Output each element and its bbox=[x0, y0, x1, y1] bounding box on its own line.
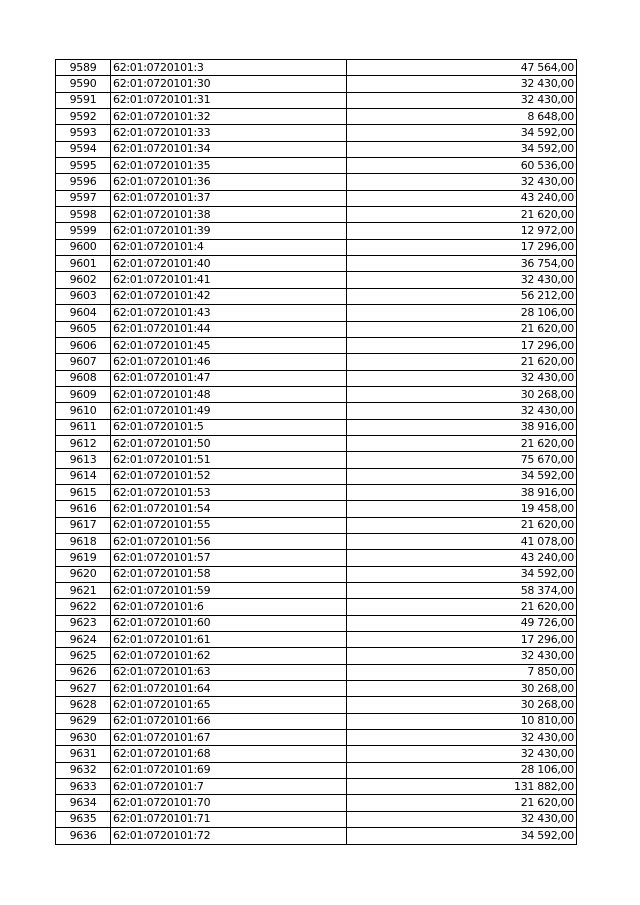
row-number-cell: 9620 bbox=[56, 566, 111, 582]
cadastral-value-cell: 34 592,00 bbox=[347, 468, 577, 484]
table-row bbox=[56, 713, 577, 729]
cadastral-number-cell: 62:01:0720101:38 bbox=[111, 207, 347, 223]
row-number-cell: 9591 bbox=[56, 92, 111, 108]
row-number-cell: 9621 bbox=[56, 583, 111, 599]
table-row bbox=[56, 207, 577, 223]
cadastral-value-cell: 32 430,00 bbox=[347, 174, 577, 190]
row-number-cell: 9625 bbox=[56, 648, 111, 664]
table-row bbox=[56, 632, 577, 648]
table-row bbox=[56, 109, 577, 125]
cadastral-number-cell: 62:01:0720101:39 bbox=[111, 223, 347, 239]
row-number-cell: 9592 bbox=[56, 109, 111, 125]
row-number-cell: 9622 bbox=[56, 599, 111, 615]
table-row bbox=[56, 272, 577, 288]
row-number-cell: 9601 bbox=[56, 256, 111, 272]
cadastral-value-cell: 17 296,00 bbox=[347, 239, 577, 255]
row-number-cell: 9612 bbox=[56, 435, 111, 451]
cadastral-value-cell: 32 430,00 bbox=[347, 370, 577, 386]
cadastral-value-cell: 7 850,00 bbox=[347, 664, 577, 680]
cadastral-value-cell: 34 592,00 bbox=[347, 125, 577, 141]
cadastral-value-cell: 28 106,00 bbox=[347, 762, 577, 778]
cadastral-value-cell: 36 754,00 bbox=[347, 256, 577, 272]
cadastral-number-cell: 62:01:0720101:55 bbox=[111, 517, 347, 533]
cadastral-value-cell: 38 916,00 bbox=[347, 419, 577, 435]
cadastral-value-cell: 43 240,00 bbox=[347, 190, 577, 206]
table-row bbox=[56, 828, 577, 844]
table-row bbox=[56, 354, 577, 370]
row-number-cell: 9589 bbox=[56, 60, 111, 76]
cadastral-value-cell: 32 430,00 bbox=[347, 730, 577, 746]
row-number-cell: 9636 bbox=[56, 828, 111, 844]
row-number-cell: 9613 bbox=[56, 452, 111, 468]
row-number-cell: 9607 bbox=[56, 354, 111, 370]
cadastral-value-cell: 32 430,00 bbox=[347, 403, 577, 419]
table-row bbox=[56, 452, 577, 468]
table-row bbox=[56, 158, 577, 174]
row-number-cell: 9600 bbox=[56, 239, 111, 255]
cadastral-number-cell: 62:01:0720101:30 bbox=[111, 76, 347, 92]
cadastral-number-cell: 62:01:0720101:49 bbox=[111, 403, 347, 419]
row-number-cell: 9633 bbox=[56, 779, 111, 795]
cadastral-number-cell: 62:01:0720101:7 bbox=[111, 779, 347, 795]
cadastral-number-cell: 62:01:0720101:57 bbox=[111, 550, 347, 566]
table-row bbox=[56, 386, 577, 402]
cadastral-number-cell: 62:01:0720101:51 bbox=[111, 452, 347, 468]
cadastral-value-table bbox=[55, 59, 577, 845]
cadastral-number-cell: 62:01:0720101:43 bbox=[111, 305, 347, 321]
cadastral-number-cell: 62:01:0720101:34 bbox=[111, 141, 347, 157]
cadastral-number-cell: 62:01:0720101:52 bbox=[111, 468, 347, 484]
row-number-cell: 9599 bbox=[56, 223, 111, 239]
row-number-cell: 9634 bbox=[56, 795, 111, 811]
row-number-cell: 9609 bbox=[56, 386, 111, 402]
cadastral-number-cell: 62:01:0720101:37 bbox=[111, 190, 347, 206]
cadastral-value-cell: 17 296,00 bbox=[347, 632, 577, 648]
table-row bbox=[56, 288, 577, 304]
cadastral-number-cell: 62:01:0720101:70 bbox=[111, 795, 347, 811]
cadastral-number-cell: 62:01:0720101:54 bbox=[111, 501, 347, 517]
cadastral-value-cell: 21 620,00 bbox=[347, 207, 577, 223]
cadastral-number-cell: 62:01:0720101:61 bbox=[111, 632, 347, 648]
row-number-cell: 9590 bbox=[56, 76, 111, 92]
cadastral-number-cell: 62:01:0720101:71 bbox=[111, 811, 347, 827]
table-row bbox=[56, 419, 577, 435]
row-number-cell: 9595 bbox=[56, 158, 111, 174]
table-row bbox=[56, 403, 577, 419]
cadastral-number-cell: 62:01:0720101:48 bbox=[111, 386, 347, 402]
table-row bbox=[56, 566, 577, 582]
cadastral-number-cell: 62:01:0720101:33 bbox=[111, 125, 347, 141]
cadastral-number-cell: 62:01:0720101:36 bbox=[111, 174, 347, 190]
cadastral-value-cell: 49 726,00 bbox=[347, 615, 577, 631]
table-row bbox=[56, 599, 577, 615]
table-row bbox=[56, 337, 577, 353]
table-row bbox=[56, 174, 577, 190]
cadastral-value-cell: 32 430,00 bbox=[347, 811, 577, 827]
table-row bbox=[56, 664, 577, 680]
table-row bbox=[56, 746, 577, 762]
row-number-cell: 9623 bbox=[56, 615, 111, 631]
cadastral-value-cell: 34 592,00 bbox=[347, 141, 577, 157]
cadastral-number-cell: 62:01:0720101:62 bbox=[111, 648, 347, 664]
cadastral-value-cell: 34 592,00 bbox=[347, 566, 577, 582]
row-number-cell: 9628 bbox=[56, 697, 111, 713]
table-row bbox=[56, 583, 577, 599]
row-number-cell: 9596 bbox=[56, 174, 111, 190]
cadastral-value-cell: 131 882,00 bbox=[347, 779, 577, 795]
table-row bbox=[56, 256, 577, 272]
row-number-cell: 9631 bbox=[56, 746, 111, 762]
table-row bbox=[56, 779, 577, 795]
cadastral-value-cell: 32 430,00 bbox=[347, 648, 577, 664]
cadastral-value-cell: 58 374,00 bbox=[347, 583, 577, 599]
table-row bbox=[56, 190, 577, 206]
table-row bbox=[56, 517, 577, 533]
cadastral-number-cell: 62:01:0720101:69 bbox=[111, 762, 347, 778]
row-number-cell: 9593 bbox=[56, 125, 111, 141]
cadastral-value-cell: 75 670,00 bbox=[347, 452, 577, 468]
cadastral-value-cell: 60 536,00 bbox=[347, 158, 577, 174]
cadastral-number-cell: 62:01:0720101:60 bbox=[111, 615, 347, 631]
row-number-cell: 9611 bbox=[56, 419, 111, 435]
row-number-cell: 9602 bbox=[56, 272, 111, 288]
cadastral-number-cell: 62:01:0720101:3 bbox=[111, 60, 347, 76]
row-number-cell: 9619 bbox=[56, 550, 111, 566]
table-row bbox=[56, 92, 577, 108]
cadastral-number-cell: 62:01:0720101:35 bbox=[111, 158, 347, 174]
cadastral-number-cell: 62:01:0720101:41 bbox=[111, 272, 347, 288]
cadastral-number-cell: 62:01:0720101:31 bbox=[111, 92, 347, 108]
row-number-cell: 9617 bbox=[56, 517, 111, 533]
row-number-cell: 9626 bbox=[56, 664, 111, 680]
row-number-cell: 9610 bbox=[56, 403, 111, 419]
cadastral-number-cell: 62:01:0720101:59 bbox=[111, 583, 347, 599]
row-number-cell: 9629 bbox=[56, 713, 111, 729]
row-number-cell: 9616 bbox=[56, 501, 111, 517]
table-row bbox=[56, 484, 577, 500]
cadastral-value-cell: 12 972,00 bbox=[347, 223, 577, 239]
cadastral-number-cell: 62:01:0720101:47 bbox=[111, 370, 347, 386]
table-row bbox=[56, 76, 577, 92]
cadastral-number-cell: 62:01:0720101:58 bbox=[111, 566, 347, 582]
cadastral-value-cell: 21 620,00 bbox=[347, 435, 577, 451]
cadastral-value-cell: 8 648,00 bbox=[347, 109, 577, 125]
row-number-cell: 9604 bbox=[56, 305, 111, 321]
cadastral-number-cell: 62:01:0720101:42 bbox=[111, 288, 347, 304]
table-row bbox=[56, 615, 577, 631]
row-number-cell: 9635 bbox=[56, 811, 111, 827]
table-row bbox=[56, 125, 577, 141]
cadastral-number-cell: 62:01:0720101:68 bbox=[111, 746, 347, 762]
row-number-cell: 9605 bbox=[56, 321, 111, 337]
cadastral-value-cell: 28 106,00 bbox=[347, 305, 577, 321]
row-number-cell: 9597 bbox=[56, 190, 111, 206]
table-row bbox=[56, 468, 577, 484]
table-row bbox=[56, 435, 577, 451]
cadastral-number-cell: 62:01:0720101:64 bbox=[111, 681, 347, 697]
table-row bbox=[56, 533, 577, 549]
row-number-cell: 9618 bbox=[56, 533, 111, 549]
row-number-cell: 9608 bbox=[56, 370, 111, 386]
table-row bbox=[56, 681, 577, 697]
cadastral-number-cell: 62:01:0720101:4 bbox=[111, 239, 347, 255]
table-row bbox=[56, 501, 577, 517]
table-row bbox=[56, 223, 577, 239]
cadastral-value-cell: 47 564,00 bbox=[347, 60, 577, 76]
cadastral-number-cell: 62:01:0720101:45 bbox=[111, 337, 347, 353]
cadastral-value-cell: 21 620,00 bbox=[347, 354, 577, 370]
table-row bbox=[56, 648, 577, 664]
table-row bbox=[56, 550, 577, 566]
cadastral-number-cell: 62:01:0720101:56 bbox=[111, 533, 347, 549]
row-number-cell: 9598 bbox=[56, 207, 111, 223]
row-number-cell: 9594 bbox=[56, 141, 111, 157]
cadastral-number-cell: 62:01:0720101:46 bbox=[111, 354, 347, 370]
table-row bbox=[56, 141, 577, 157]
cadastral-value-cell: 43 240,00 bbox=[347, 550, 577, 566]
cadastral-number-cell: 62:01:0720101:6 bbox=[111, 599, 347, 615]
cadastral-number-cell: 62:01:0720101:32 bbox=[111, 109, 347, 125]
cadastral-value-cell: 38 916,00 bbox=[347, 484, 577, 500]
cadastral-number-cell: 62:01:0720101:65 bbox=[111, 697, 347, 713]
table-row bbox=[56, 795, 577, 811]
cadastral-value-cell: 21 620,00 bbox=[347, 599, 577, 615]
row-number-cell: 9624 bbox=[56, 632, 111, 648]
row-number-cell: 9632 bbox=[56, 762, 111, 778]
row-number-cell: 9606 bbox=[56, 337, 111, 353]
cadastral-number-cell: 62:01:0720101:5 bbox=[111, 419, 347, 435]
cadastral-value-cell: 21 620,00 bbox=[347, 321, 577, 337]
cadastral-value-cell: 32 430,00 bbox=[347, 272, 577, 288]
table-row bbox=[56, 305, 577, 321]
cadastral-value-cell: 30 268,00 bbox=[347, 681, 577, 697]
cadastral-value-cell: 30 268,00 bbox=[347, 697, 577, 713]
table-row bbox=[56, 762, 577, 778]
row-number-cell: 9615 bbox=[56, 484, 111, 500]
cadastral-number-cell: 62:01:0720101:40 bbox=[111, 256, 347, 272]
table-row bbox=[56, 697, 577, 713]
row-number-cell: 9603 bbox=[56, 288, 111, 304]
cadastral-value-cell: 32 430,00 bbox=[347, 92, 577, 108]
row-number-cell: 9627 bbox=[56, 681, 111, 697]
cadastral-number-cell: 62:01:0720101:63 bbox=[111, 664, 347, 680]
cadastral-value-cell: 32 430,00 bbox=[347, 746, 577, 762]
row-number-cell: 9614 bbox=[56, 468, 111, 484]
cadastral-value-cell: 56 212,00 bbox=[347, 288, 577, 304]
cadastral-number-cell: 62:01:0720101:66 bbox=[111, 713, 347, 729]
table-row bbox=[56, 321, 577, 337]
cadastral-value-cell: 41 078,00 bbox=[347, 533, 577, 549]
cadastral-value-cell: 30 268,00 bbox=[347, 386, 577, 402]
table-row bbox=[56, 730, 577, 746]
cadastral-number-cell: 62:01:0720101:50 bbox=[111, 435, 347, 451]
cadastral-value-cell: 32 430,00 bbox=[347, 76, 577, 92]
cadastral-number-cell: 62:01:0720101:72 bbox=[111, 828, 347, 844]
cadastral-value-cell: 10 810,00 bbox=[347, 713, 577, 729]
cadastral-number-cell: 62:01:0720101:44 bbox=[111, 321, 347, 337]
table-row bbox=[56, 239, 577, 255]
cadastral-value-cell: 19 458,00 bbox=[347, 501, 577, 517]
row-number-cell: 9630 bbox=[56, 730, 111, 746]
cadastral-number-cell: 62:01:0720101:53 bbox=[111, 484, 347, 500]
cadastral-number-cell: 62:01:0720101:67 bbox=[111, 730, 347, 746]
table-body bbox=[56, 60, 577, 845]
table-row bbox=[56, 811, 577, 827]
cadastral-value-cell: 21 620,00 bbox=[347, 795, 577, 811]
table-row bbox=[56, 370, 577, 386]
cadastral-value-cell: 21 620,00 bbox=[347, 517, 577, 533]
table-row bbox=[56, 60, 577, 76]
cadastral-value-cell: 34 592,00 bbox=[347, 828, 577, 844]
cadastral-value-cell: 17 296,00 bbox=[347, 337, 577, 353]
